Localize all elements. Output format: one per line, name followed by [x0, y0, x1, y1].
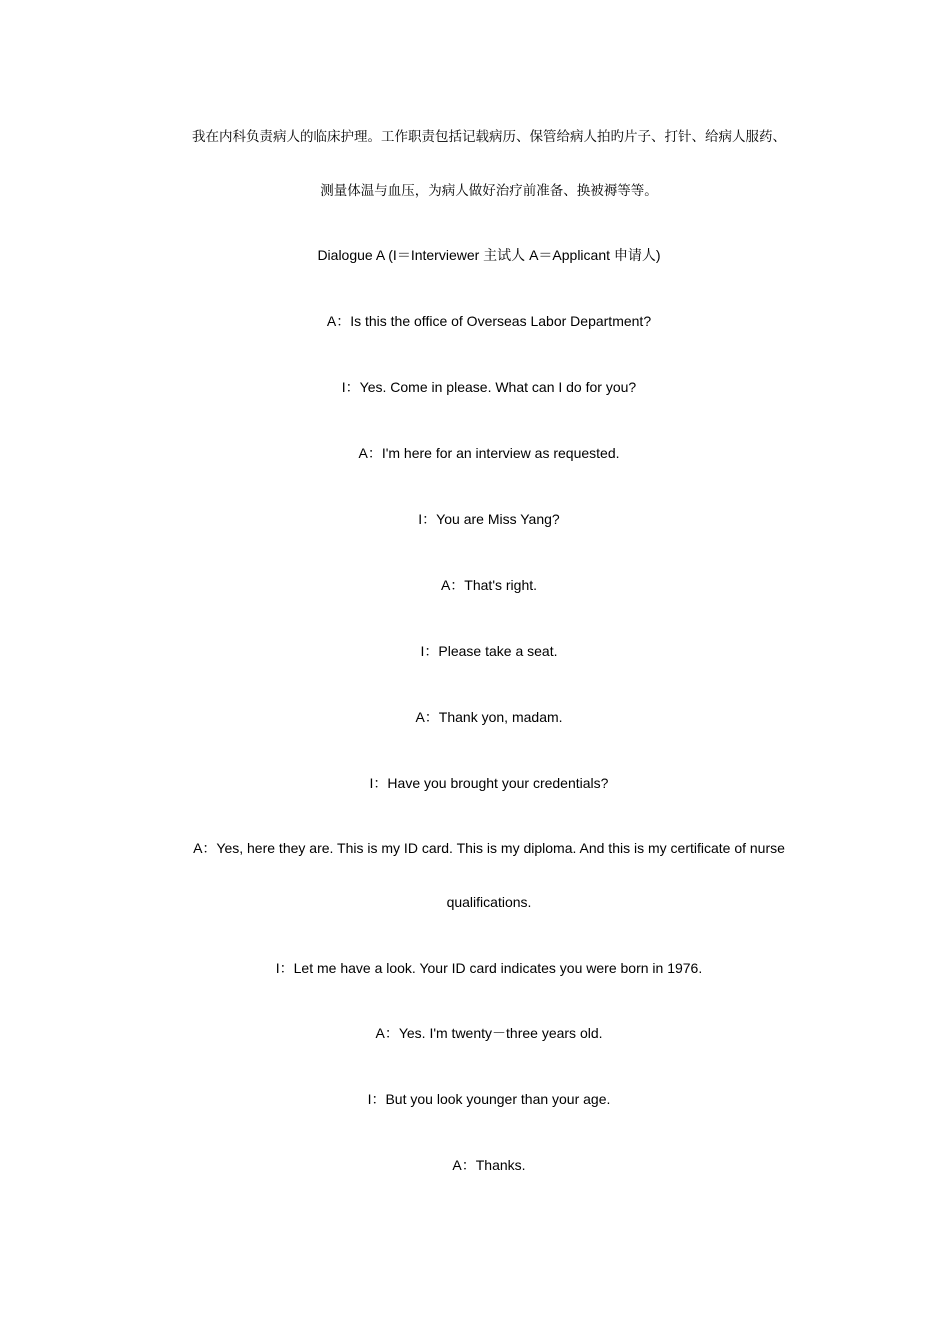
intro-line-1: 我在内科负责病人的临床护理。工作职责包括记载病历、保管给病人拍旳片子、打针、给病人服药、 [192, 129, 786, 145]
dialogue-line: A：That's right. [440, 577, 538, 593]
dialogue-line: I：Have you brought your credentials? [369, 775, 609, 791]
dialogue-heading: Dialogue A (I＝Interviewer 主试人 A＝Applicant 申请人) [317, 247, 661, 263]
dialogue-line: A：I'm here for an interview as requested. [358, 445, 620, 461]
dialogue-line: I：You are Miss Yang? [418, 511, 560, 527]
dialogue-line: A：Yes. I'm twenty－three years old. [375, 1025, 603, 1041]
dialogue-line-continuation: qualifications. [446, 894, 532, 910]
dialogue-line: I：But you look younger than your age. [367, 1091, 611, 1107]
dialogue-line: I：Let me have a look. Your ID card indicates you were born in 1976. [275, 960, 703, 976]
dialogue-line: I：Please take a seat. [420, 643, 558, 659]
dialogue-line: I：Yes. Come in please. What can I do for you? [341, 379, 637, 395]
intro-line-2: 测量体温与血压，为病人做好治疗前准备、换被褥等等。 [320, 183, 658, 199]
dialogue-line: A：Thanks. [452, 1157, 526, 1173]
dialogue-line: A：Yes, here they are. This is my ID card. This is my diploma. And this is my certificate of nurse [193, 840, 785, 856]
dialogue-line: A：Is this the office of Overseas Labor Department? [326, 313, 652, 329]
dialogue-line: A：Thank yon, madam. [415, 709, 563, 725]
